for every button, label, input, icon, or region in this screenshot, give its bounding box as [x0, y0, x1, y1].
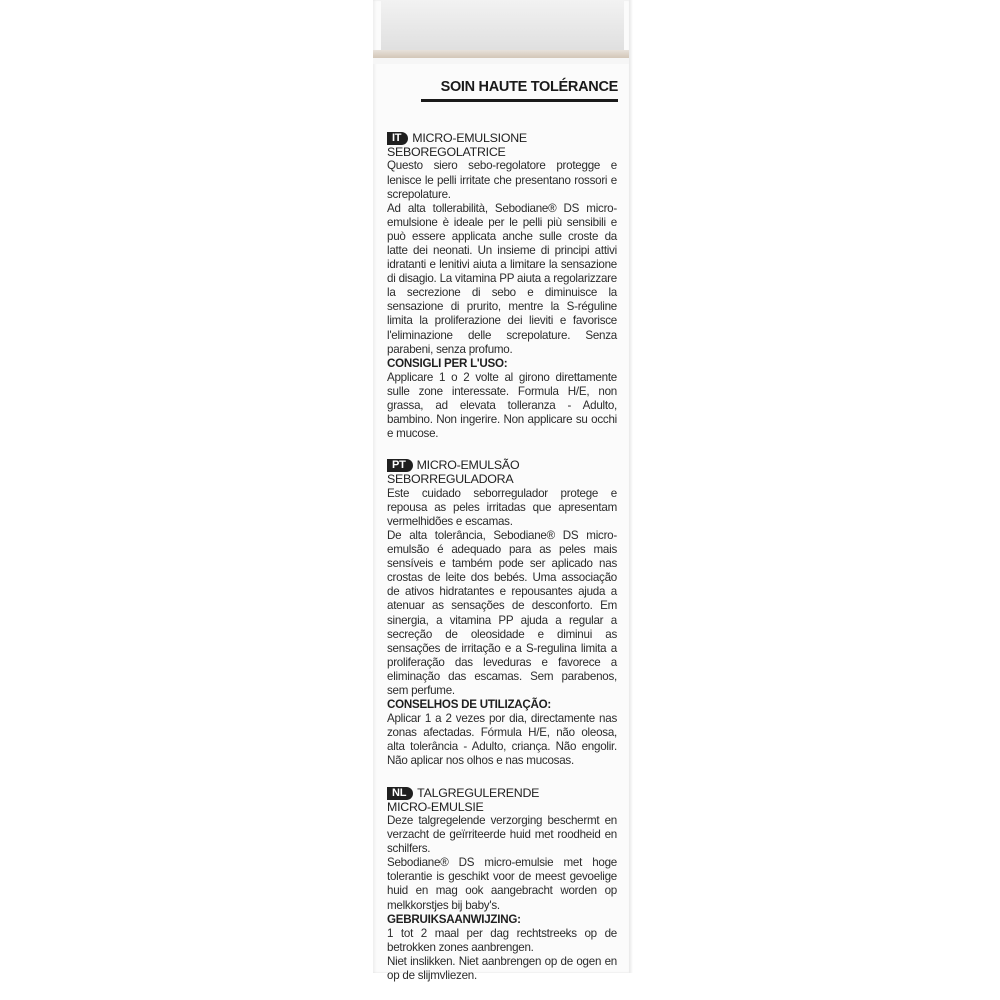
- usage-advice-text: 1 tot 2 maal per dag rechtstreeks op de betrokken zones aanbrengen.: [387, 926, 617, 954]
- description-paragraph: Deze talgregelende verzorging beschermt en verzacht de geïrriteerde huid met roodheid en schilfers.: [387, 813, 617, 856]
- language-badge: PT: [387, 459, 413, 472]
- description-paragraph: Questo siero sebo-regolatore protegge e lenisce le pelli irritate che presentano rossori e screpolature.: [387, 159, 617, 201]
- panel-header-title: SOIN HAUTE TOLÉRANCE: [421, 79, 618, 102]
- label-text-content: [387, 131, 617, 1000]
- section-title: [387, 786, 617, 800]
- description-paragraph: Ad alta tollerabilità, Sebodiane® DS micro-emulsione è ideale per le pelli più sensibili e può essere applicata anche sulle croste da latte dei neonati. Un insieme di principi attivi idratanti e lenitivi aiuta a limitare la sensazione di disagio. La vitamina PP aiuta a regolarizzare la secrezione di sebo e diminuisce la sensazione di prurito, mentre la S-réguline limita la proliferazione dei lieviti e favorisce l'eliminazione delle screpolature. Senza parabeni, senza profumo.: [387, 201, 617, 356]
- description-paragraph: De alta tolerância, Sebodiane® DS micro-emulsão é adequado para as peles mais sensíveis e também pode ser aplicado nas crostas de leite dos bebés. Uma associação de ativos hidratantes e repousantes ajuda a atenuar as sensações de desconforto. Em sinergia, a vitamina PP ajuda a regular a secreção de oleosidade e diminui as sensações de irritação e a S-regulina limita a proliferação das leveduras e favorece a eliminação das escamas. Sem parabenos, sem perfume.: [387, 528, 617, 697]
- usage-advice-heading: GEBRUIKSAANWIJZING:: [387, 912, 521, 926]
- description-paragraph: Sebodiane® DS micro-emulsie met hoge tolerantie is geschikt voor de meest gevoelige huid en mag ook aangebracht worden op melkkorstjes bij baby's.: [387, 856, 617, 912]
- language-badge: NL: [387, 787, 413, 800]
- product-box-side-panel: [373, 0, 632, 982]
- section-title-line2: SEBOREGOLATRICE: [387, 145, 506, 160]
- box-edge-shadow: [629, 0, 633, 973]
- section-dutch: [387, 786, 617, 984]
- section-title-line1: MICRO-EMULSÃO: [416, 458, 520, 473]
- description-paragraph: Este cuidado seborregulador protege e repousa as peles irritadas que apresentam vermelhidões e escamas.: [387, 486, 617, 528]
- section-title: [387, 131, 617, 145]
- section-italian: [387, 131, 617, 441]
- box-flap-highlight: [373, 58, 632, 64]
- section-title: [387, 458, 617, 472]
- section-title-line2: MICRO-EMULSIE: [387, 799, 484, 814]
- section-portuguese: [387, 458, 617, 768]
- section-title-line1: TALGREGULERENDE: [417, 785, 540, 800]
- usage-advice-text: Aplicar 1 a 2 vezes por dia, directamente nas zonas afectadas. Fórmula H/E, não oleosa, alta tolerância - Adulto, criança. Não engolir. Não aplicar nos olhos e nas mucosas.: [387, 712, 617, 768]
- language-badge: IT: [387, 132, 408, 145]
- usage-advice-text: Niet inslikken. Niet aanbrengen op de ogen en op de slijmvliezen.: [387, 954, 617, 982]
- usage-advice-text: Applicare 1 o 2 volte al girono direttamente sulle zone interessate. Formula H/E, non grassa, ad elevata tolleranza - Adulto, bambino. Non ingerire. Non applicare su occhi e mucose.: [387, 370, 617, 441]
- usage-advice-heading: CONSIGLI PER L'USO:: [387, 356, 508, 370]
- usage-advice-heading: CONSELHOS DE UTILIZAÇÃO:: [387, 698, 552, 712]
- section-title-line2: SEBORREGULADORA: [387, 472, 514, 487]
- section-title-line1: MICRO-EMULSIONE: [412, 131, 527, 145]
